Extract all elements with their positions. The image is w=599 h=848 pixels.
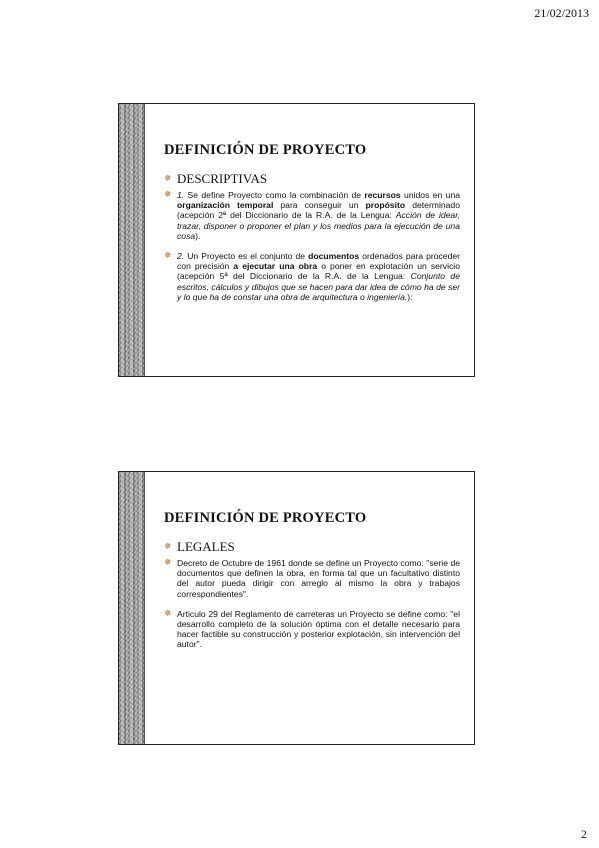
list-item bbox=[164, 609, 460, 650]
text-run: recursos bbox=[364, 190, 401, 200]
list-item bbox=[164, 251, 460, 302]
text-run: propósito bbox=[365, 200, 406, 211]
text-run: a ejecutar una obra bbox=[233, 261, 318, 272]
text-run: unidos en una bbox=[400, 190, 460, 200]
text-run: ). bbox=[195, 230, 201, 241]
slide-subheading bbox=[164, 171, 460, 187]
text-run: documentos bbox=[308, 251, 360, 262]
star-bullet-icon: ✵ bbox=[164, 190, 172, 200]
slide-content bbox=[164, 142, 460, 312]
text-run: ordenados para proceder con precisión bbox=[177, 251, 460, 272]
star-bullet-icon: ✵ bbox=[164, 541, 172, 552]
text-run: Se define Proyecto como la combinación de bbox=[184, 190, 365, 200]
text-run: Un Proyecto es el conjunto de bbox=[184, 251, 309, 262]
decorative-texture-strip bbox=[119, 472, 145, 744]
text-run: para conseguir un bbox=[273, 200, 366, 211]
slide-title: DEFINICIÓN DE PROYECTO bbox=[164, 142, 367, 158]
slide-thumbnail bbox=[118, 471, 475, 745]
slide-thumbnail bbox=[118, 103, 475, 377]
decorative-texture-strip bbox=[119, 104, 145, 376]
list-item-text bbox=[177, 609, 460, 650]
text-run: Articulo 29 del Reglamento de carreteras un Proyecto se define como: "el desarrollo completo de la solución óptima con el detalle necesario para hacer factible su construcción y posterior explotación, sin intervención del autor". bbox=[177, 608, 460, 650]
text-run: 2. bbox=[177, 251, 185, 262]
slide-content bbox=[164, 510, 460, 660]
list-item-text bbox=[177, 190, 460, 241]
text-run: 1. bbox=[177, 190, 185, 200]
list-item bbox=[164, 558, 460, 599]
page-number: 2 bbox=[581, 827, 587, 841]
star-bullet-icon: ✵ bbox=[164, 558, 172, 568]
text-run: Conjunto de escritos, cálculos y dibujos que se hacen para dar idea de cómo ha de ser y lo que ha de constar una obra de arquitectura o ingeniería. bbox=[177, 271, 460, 302]
star-bullet-icon: ✵ bbox=[164, 608, 172, 619]
text-run: determinado (acepción 2ª del Diccionario de la R.A. de la Lengua: bbox=[177, 200, 460, 221]
print-date: 21/02/2013 bbox=[534, 6, 589, 20]
subheading-label: LEGALES bbox=[177, 539, 235, 554]
list-item-text bbox=[177, 558, 460, 599]
list-item-text bbox=[177, 251, 460, 302]
slide-subheading bbox=[164, 539, 460, 555]
star-bullet-icon: ✵ bbox=[164, 173, 172, 184]
text-run: Decreto de Octubre de 1961 donde se define un Proyecto como: "serie de documentos que definen la obra, en forma tal que un facultativo distinto del autor pueda dirigir con arreglo al mismo la obra y trabajos correspondientes". bbox=[177, 558, 460, 599]
text-run: o poner en explotación un servicio (acepción 5ª del Diccionario de la R.A. de la Lengua: bbox=[177, 261, 460, 282]
slide-title: DEFINICIÓN DE PROYECTO bbox=[164, 510, 367, 526]
text-run: Acción de idear, trazar, disponer o proponer el plan y los medios para la ejecución de una cosa bbox=[177, 210, 460, 241]
star-bullet-icon: ✵ bbox=[164, 251, 172, 262]
subheading-label: DESCRIPTIVAS bbox=[177, 171, 268, 186]
list-item bbox=[164, 190, 460, 241]
text-run: organización temporal bbox=[177, 200, 274, 211]
text-run: ): bbox=[407, 291, 413, 302]
